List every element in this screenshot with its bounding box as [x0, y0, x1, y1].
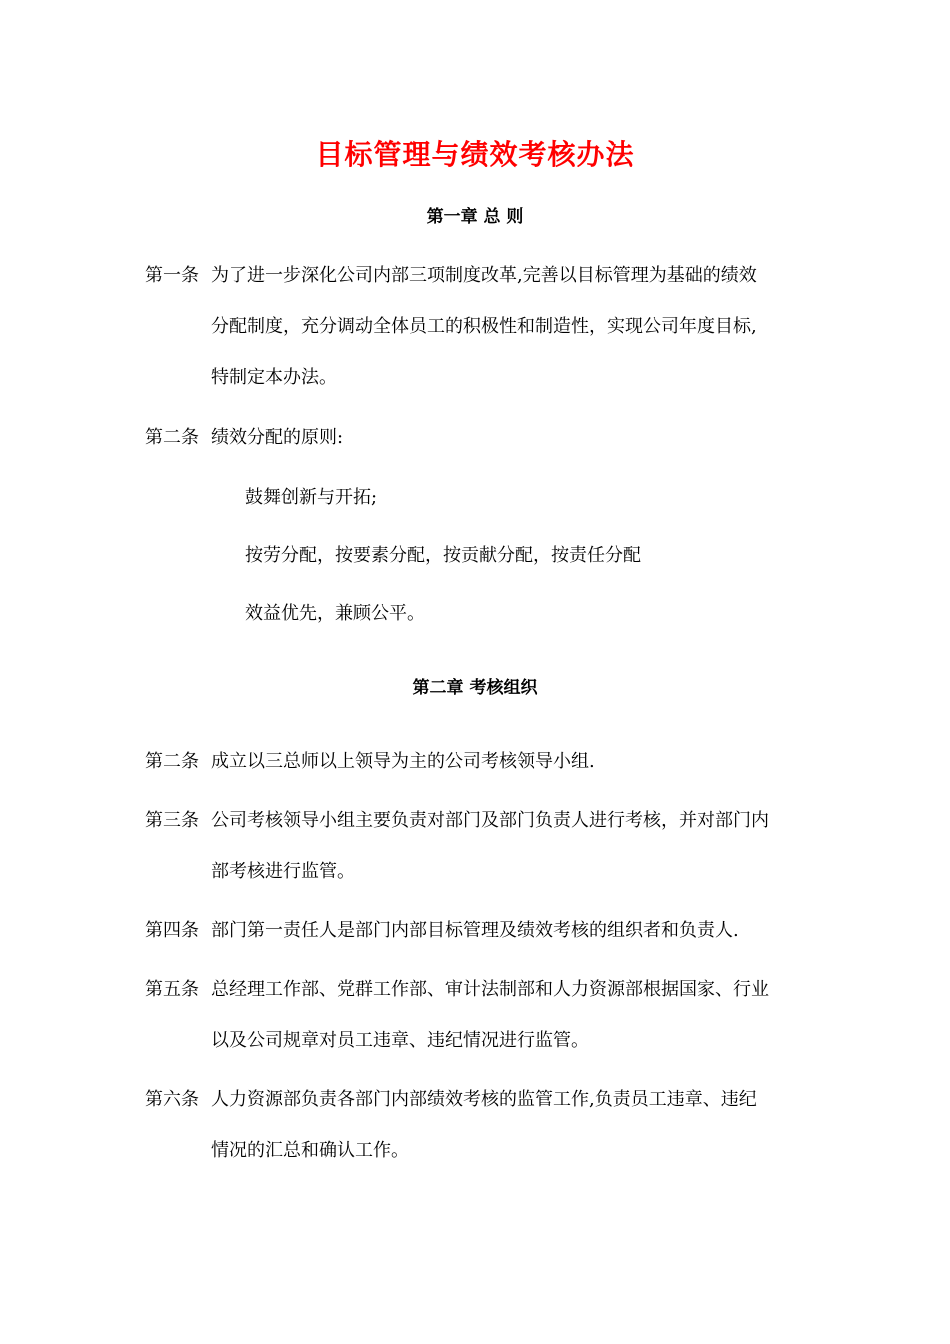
article-number: 第一条: [145, 265, 199, 286]
article-4: [145, 795, 815, 897]
article-number: 第三条: [145, 810, 199, 831]
article-number: 第二条: [145, 427, 199, 448]
chapter-heading-1: 第一章 总 则: [426, 207, 524, 227]
article-text-line: 总经理工作部、党群工作部、审计法制部和人力资源部根据国家、行业: [211, 979, 769, 1000]
article-text-line: 部门第一责任人是部门内部目标管理及绩效考核的组织者和负责人.: [211, 920, 739, 941]
principle-item: 鼓舞创新与开拓;: [245, 487, 378, 508]
article-text-line: 分配制度，充分调动全体员工的积极性和制造性，实现公司年度目标,: [211, 316, 757, 337]
article-number: 第五条: [145, 979, 199, 1000]
document-title: 目标管理与绩效考核办法: [315, 138, 635, 171]
article-7: [145, 1074, 815, 1176]
article-text-line: 特制定本办法。: [211, 367, 337, 388]
article-text-line: 情况的汇总和确认工作。: [211, 1140, 409, 1161]
article-1: [145, 250, 815, 403]
article-5: [145, 905, 815, 956]
article-text-line: 部考核进行监管。: [211, 861, 355, 882]
article-text-line: 公司考核领导小组主要负责对部门及部门负责人进行考核，并对部门内: [211, 810, 769, 831]
article-text-line: 人力资源部负责各部门内部绩效考核的监管工作,负责员工违章、违纪: [211, 1089, 757, 1110]
article-number: 第二条: [145, 751, 199, 772]
chapter-heading-2: 第二章 考核组织: [412, 678, 538, 698]
article-text-line: 成立以三总师以上领导为主的公司考核领导小组.: [211, 751, 595, 772]
article-text-line: 绩效分配的原则:: [211, 427, 344, 448]
article-2: [145, 412, 815, 463]
article-6: [145, 964, 815, 1066]
article-text-line: 以及公司规章对员工违章、违纪情况进行监管。: [211, 1030, 589, 1051]
article-text-line: 为了进一步深化公司内部三项制度改革,完善以目标管理为基础的绩效: [211, 265, 757, 286]
article-number: 第四条: [145, 920, 199, 941]
article-3: [145, 736, 815, 787]
principle-item: 按劳分配，按要素分配，按贡献分配，按责任分配: [245, 545, 641, 566]
article-number: 第六条: [145, 1089, 199, 1110]
principle-item: 效益优先，兼顾公平。: [245, 603, 425, 624]
